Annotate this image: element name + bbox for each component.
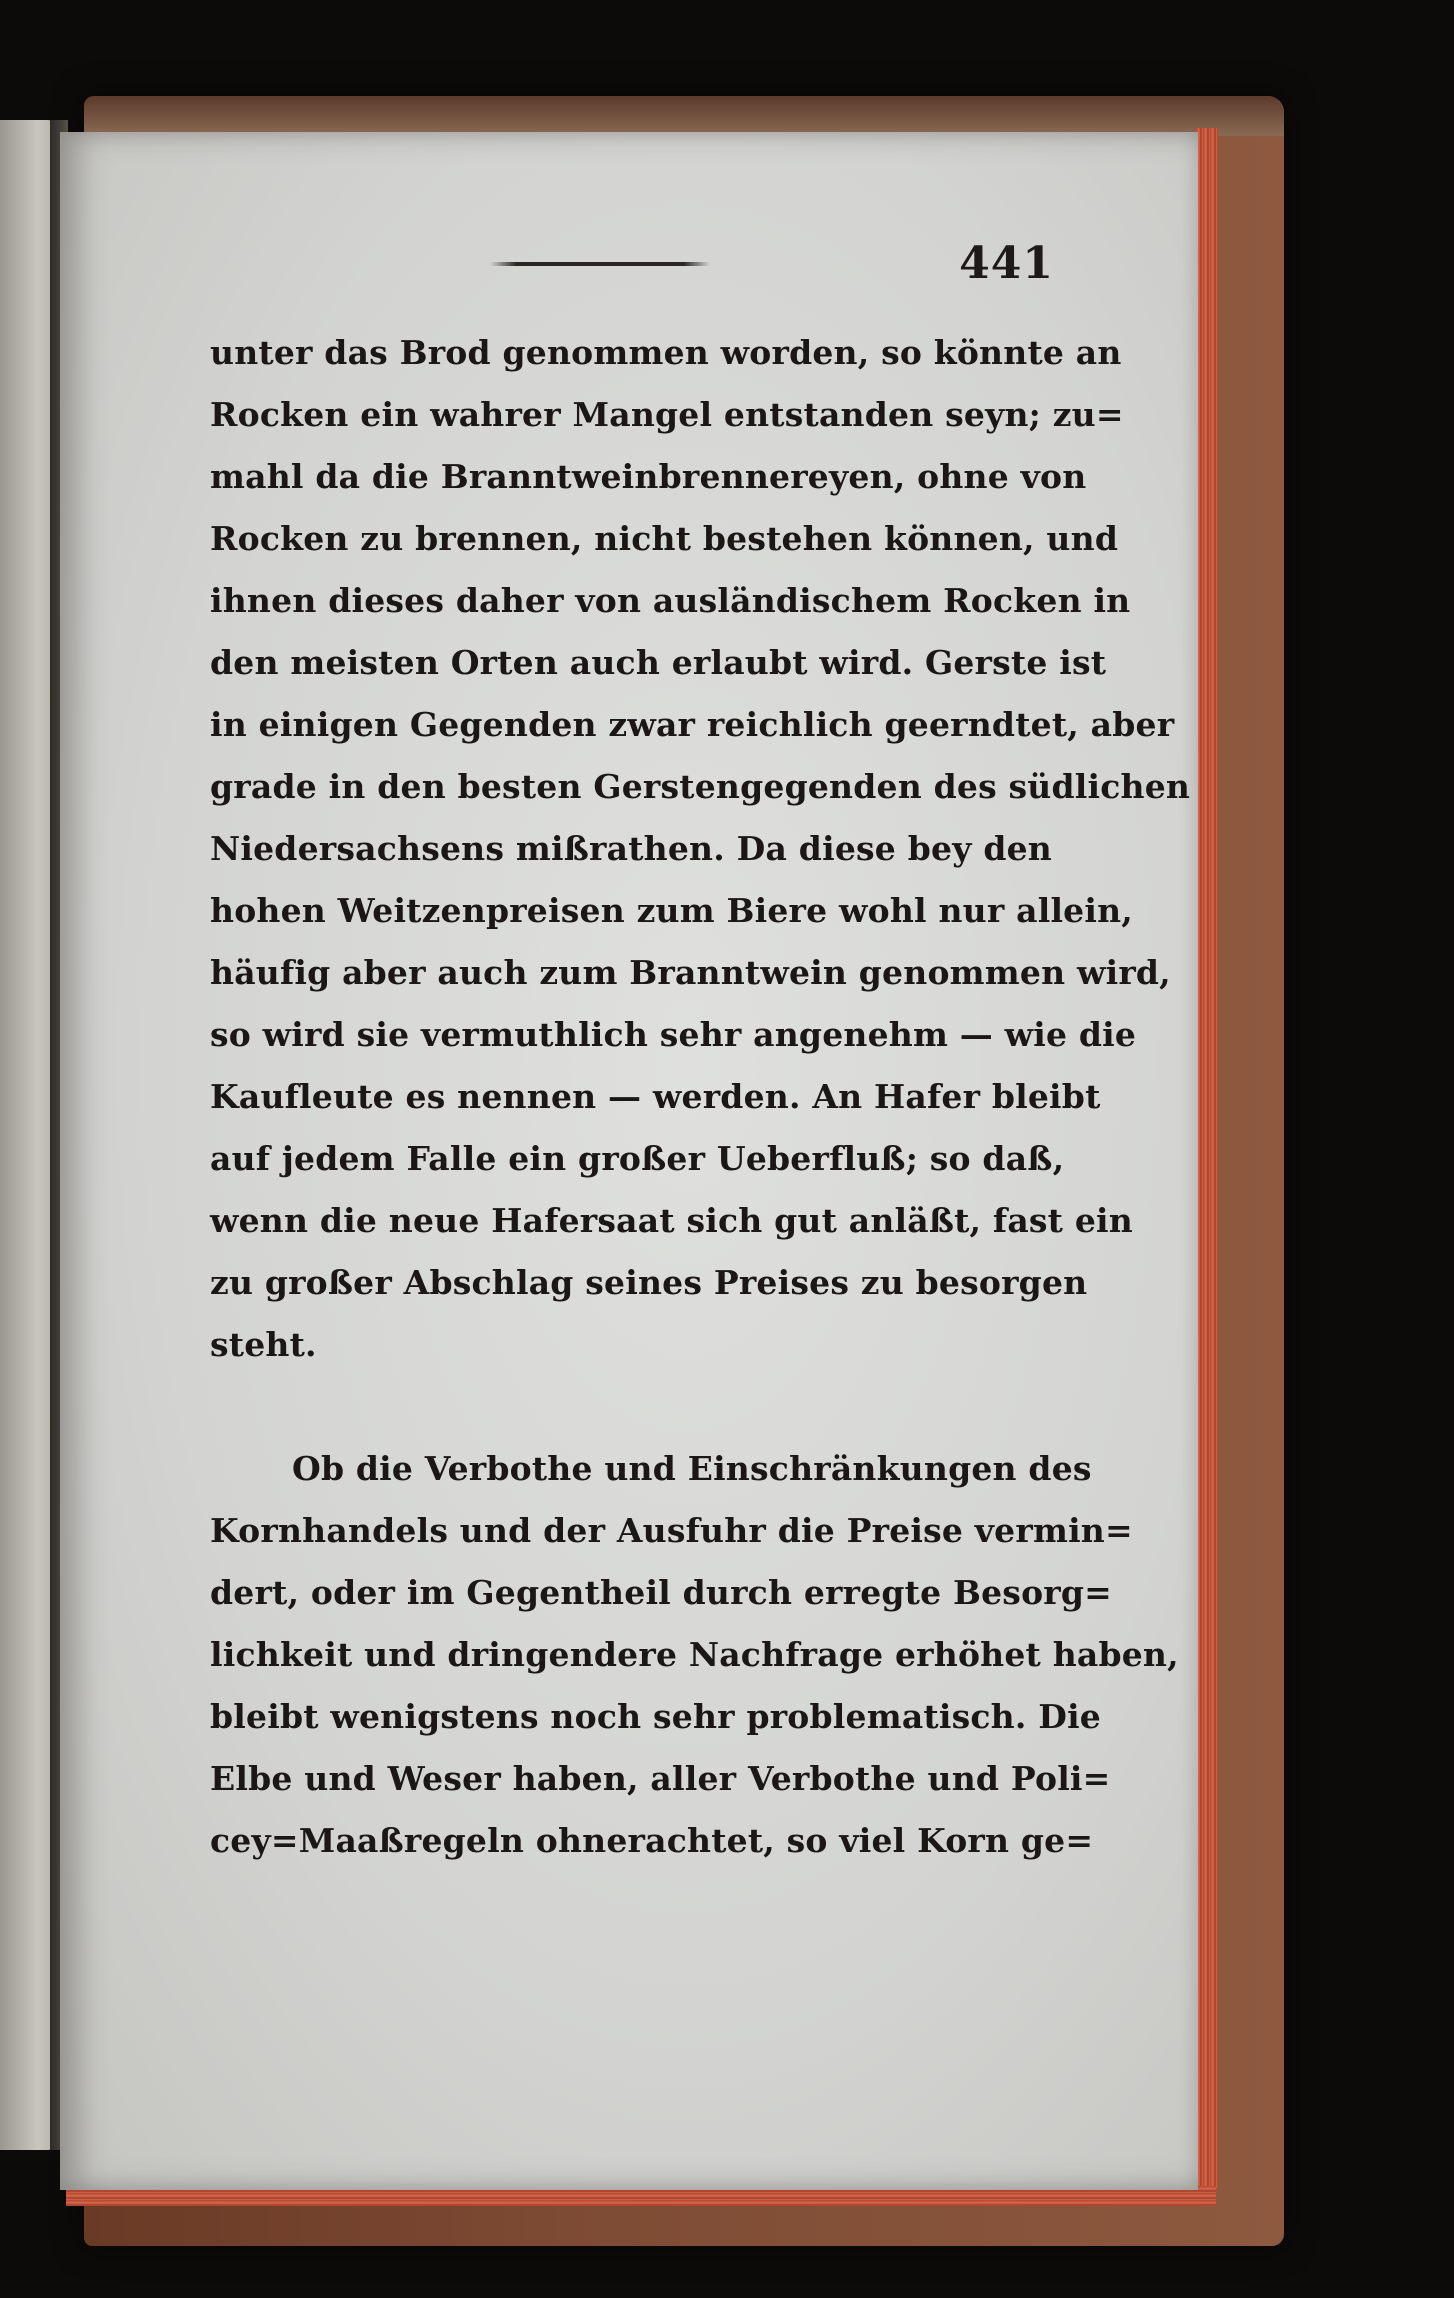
text-line: in einigen Gegenden zwar reichlich geerndtet, aber <box>210 705 1175 744</box>
previous-page-edge <box>0 120 54 2150</box>
page-number: 441 <box>959 238 1054 289</box>
body-text <box>210 322 1191 1872</box>
text-line: häufig aber auch zum Branntwein genommen wird, <box>210 953 1171 992</box>
text-line: steht. <box>210 1325 317 1364</box>
text-line: auf jedem Falle ein großer Ueberfluß; so daß, <box>210 1139 1065 1178</box>
text-line: mahl da die Branntweinbrennereyen, ohne von <box>210 457 1087 496</box>
text-line: Elbe und Weser haben, aller Verbothe und Poli= <box>210 1759 1111 1798</box>
text-line: Rocken ein wahrer Mangel entstanden seyn; zu= <box>210 395 1124 434</box>
paragraph-2 <box>210 1438 1179 1872</box>
text-line: so wird sie vermuthlich sehr angenehm — wie die <box>210 1015 1137 1054</box>
text-line: grade in den besten Gerstengegenden des südlichen <box>210 767 1191 806</box>
text-line: cey=Maaßregeln ohnerachtet, so viel Korn ge= <box>210 1821 1094 1860</box>
text-line: Kornhandels und der Ausfuhr die Preise vermin= <box>210 1511 1133 1550</box>
text-line: Niedersachsens mißrathen. Da diese bey den <box>210 829 1052 868</box>
text-line: ihnen dieses daher von ausländischem Rocken in <box>210 581 1131 620</box>
text-line: dert, oder im Gegentheil durch erregte Besorg= <box>210 1573 1112 1612</box>
text-line: Rocken zu brennen, nicht bestehen können, und <box>210 519 1119 558</box>
text-line: den meisten Orten auch erlaubt wird. Gerste ist <box>210 643 1107 682</box>
text-line: Ob die Verbothe und Einschränkungen des <box>292 1449 1092 1488</box>
text-line: lichkeit und dringendere Nachfrage erhöhet haben, <box>210 1635 1179 1674</box>
text-line: hohen Weitzenpreisen zum Biere wohl nur allein, <box>210 891 1133 930</box>
text-line: Kaufleute es nennen — werden. An Hafer bleibt <box>210 1077 1101 1116</box>
page-stack-fore-edge <box>1196 128 1218 2188</box>
book-cover-top-edge <box>84 96 1284 136</box>
text-line: zu großer Abschlag seines Preises zu besorgen <box>210 1263 1088 1302</box>
header-rule <box>490 262 710 266</box>
text-line: bleibt wenigstens noch sehr problematisch. Die <box>210 1697 1101 1736</box>
text-line: wenn die neue Hafersaat sich gut anläßt, fast ein <box>210 1201 1133 1240</box>
text-line: unter das Brod genommen worden, so könnte an <box>210 333 1122 372</box>
paragraph-1 <box>210 322 1191 1376</box>
paragraph-gap <box>210 1376 1052 1438</box>
page-header <box>490 238 1060 288</box>
